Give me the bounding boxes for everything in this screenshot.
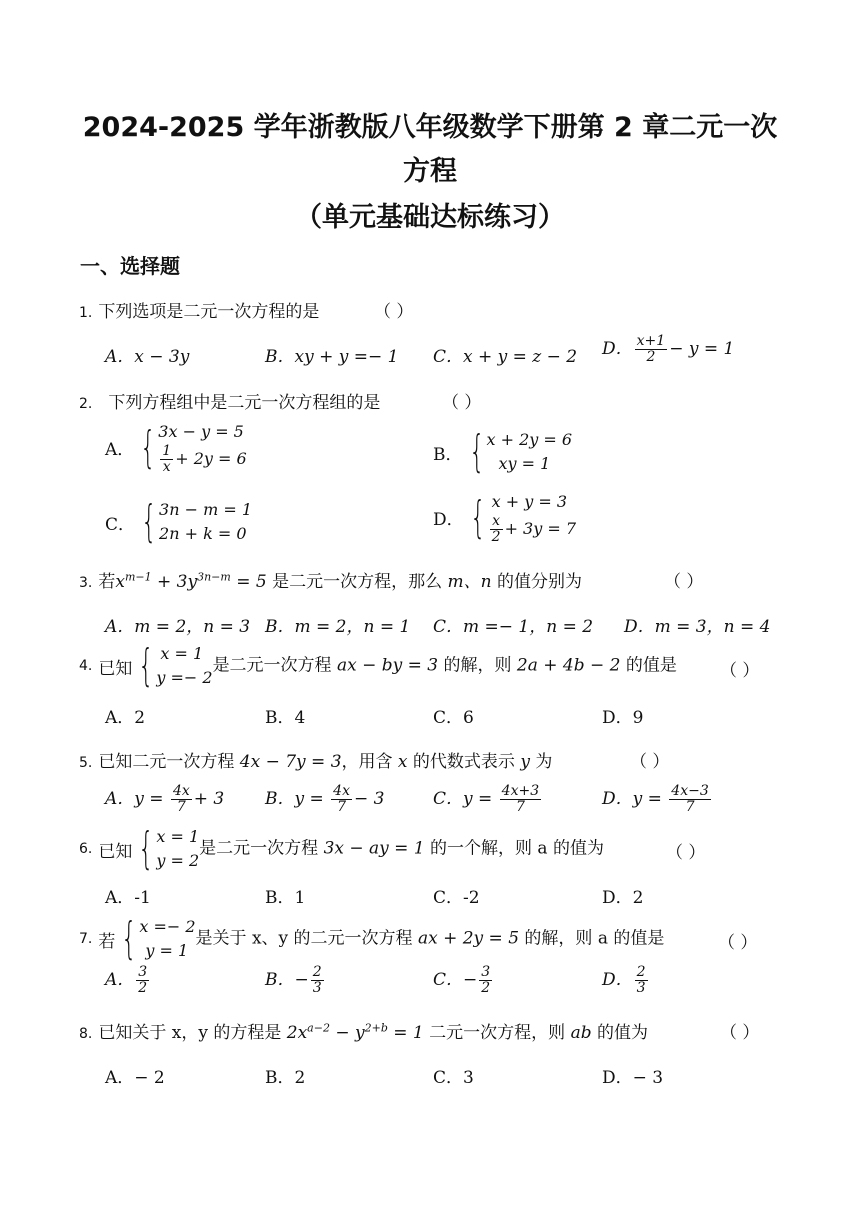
option-a: A． $\frac{3}{2}$ xyxy=(105,964,148,996)
option-d: D．y = $\frac{4x-3}{7}$ xyxy=(602,783,709,815)
brace-icon: { xyxy=(121,913,138,964)
option-c: C． { 3n − m = 1 2n + k = 0 xyxy=(105,496,253,547)
brace-icon: { xyxy=(141,496,157,547)
brace-icon: { xyxy=(140,421,156,473)
brace-icon: { xyxy=(469,491,486,543)
question-4: 4. 已知 { x = 1 y =− 2 是二元一次方程 ax − by = 3 的解，则 2a + 4b − 2 的值是 xyxy=(79,640,677,691)
option-b: B． { x + 2y = 6 xy = 1 xyxy=(433,426,573,477)
option-b: B．− $\frac{2}{3}$ xyxy=(265,964,322,996)
question-6: 6. 已知 { x = 1 y = 2 是二元一次方程 3x − ay = 1 的一个解，则 a 的值为 xyxy=(79,823,604,874)
option-a: A．y = $\frac{4x}{7}$ + 3 xyxy=(105,783,225,815)
option-b: B．1 xyxy=(265,888,306,908)
option-a: A．− 2 xyxy=(105,1068,165,1088)
option-d xyxy=(602,334,734,365)
option-label: D． xyxy=(602,339,633,359)
option-c: C．− $\frac{3}{2}$ xyxy=(433,964,491,996)
question-number: 1. xyxy=(79,305,93,321)
option-a: A．m = 2，n = 3 xyxy=(105,617,251,637)
question-number: 3. xyxy=(79,575,93,591)
answer-paren: （ ） xyxy=(630,752,670,772)
option-a: A．-1 xyxy=(105,888,151,908)
question-stem: 下列方程组中是二元一次方程组的是 xyxy=(108,393,381,413)
option-d: D． { x + y = 3 $\frac{x}{2}$ + 3y = 7 xyxy=(433,491,577,545)
fraction: $\frac{1}{x}$ xyxy=(162,443,172,475)
option-a: A．x − 3y xyxy=(105,347,190,367)
option-d: D．− 3 xyxy=(602,1068,664,1088)
option-c: C．-2 xyxy=(433,888,480,908)
answer-paren: （ ） xyxy=(720,661,760,681)
answer-paren: （ ） xyxy=(720,1023,760,1043)
option-label: A． xyxy=(105,440,135,460)
question-7: 7. 若 { x =− 2 y = 1 是关于 x、y 的二元一次方程 ax + 2y = 5 的解，则 a 的值是 xyxy=(79,913,665,964)
question-5: 5. 已知二元一次方程 4x − 7y = 3，用含 x 的代数式表示 y 为 xyxy=(79,752,553,772)
fraction: $\frac{3}{2}$ xyxy=(481,964,491,996)
question-number: 4. xyxy=(79,658,93,674)
option-label: D． xyxy=(433,510,464,530)
doc-subtitle: （单元基础达标练习） xyxy=(295,202,565,233)
option-b: B．2 xyxy=(265,1068,306,1088)
brace-icon: { xyxy=(468,426,485,477)
question-number: 5. xyxy=(79,755,93,771)
fraction: $\frac{x}{2}$ xyxy=(491,513,501,545)
section-heading: 一、选择题 xyxy=(80,254,180,278)
question-1 xyxy=(79,297,319,322)
fraction: $\frac{4x-3}{7}$ xyxy=(671,783,709,815)
question-number: 7. xyxy=(79,931,93,947)
option-c: C．y = $\frac{4x+3}{7}$ xyxy=(433,783,540,815)
answer-paren: （ ） xyxy=(442,393,482,413)
question-2 xyxy=(79,388,380,413)
option-d: D．9 xyxy=(602,708,644,728)
option-b: B．4 xyxy=(265,708,306,728)
option-label: B． xyxy=(433,444,463,465)
answer-paren: （ ） xyxy=(718,933,758,953)
answer-paren: （ ） xyxy=(374,302,414,322)
option-b: B．xy + y =− 1 xyxy=(265,347,399,367)
fraction: $\frac{2}{3}$ xyxy=(636,964,646,996)
fraction: $\frac{4x}{7}$ xyxy=(172,783,190,815)
fraction: $\frac{2}{3}$ xyxy=(312,964,322,996)
option-d: D．2 xyxy=(602,888,644,908)
option-b: B．m = 2，n = 1 xyxy=(265,617,411,637)
option-label: C． xyxy=(105,514,136,535)
answer-paren: （ ） xyxy=(664,572,704,592)
option-a: A．2 xyxy=(105,708,146,728)
fraction: $\frac{4x}{7}$ xyxy=(333,783,350,815)
option-d: D．m = 3，n = 4 xyxy=(624,617,771,637)
answer-paren: （ ） xyxy=(666,843,706,863)
option-c: C．3 xyxy=(433,1068,474,1088)
option-d: D． $\frac{2}{3}$ xyxy=(602,964,646,996)
option-c: C．x + y = z − 2 xyxy=(433,347,578,367)
option-c: C．6 xyxy=(433,708,474,728)
question-stem: 下列选项是二元一次方程的是 xyxy=(98,302,320,322)
doc-title-line1: 2024-2025 学年浙教版八年级数学下册第 2 章二元一次 xyxy=(82,112,778,143)
question-number: 6. xyxy=(79,841,93,857)
fraction: $\frac{3}{2}$ xyxy=(138,964,148,996)
option-rest: − y = 1 xyxy=(669,339,735,359)
option-b: B．y = $\frac{4x}{7}$ − 3 xyxy=(265,783,385,815)
option-c: C．m =− 1，n = 2 xyxy=(433,617,594,637)
question-8: 8. 已知关于 x，y 的方程是 $2x^{a-2} - y^{2+b} = 1$ 二元一次方程，则 ab 的值为 xyxy=(79,1021,648,1043)
question-number: 2. xyxy=(79,396,93,412)
option-a: A． { 3x − y = 5 $\frac{1}{x}$ + 2y = 6 xyxy=(105,421,247,475)
fraction: $\frac{x+1}{2}$ xyxy=(636,333,666,365)
question-3: 3. 若$x^{m-1} + 3y^{3n-m} = 5$ 是二元一次方程，那么 m、n 的值分别为 xyxy=(79,570,582,592)
brace-icon: { xyxy=(138,640,155,691)
brace-icon: { xyxy=(138,823,155,874)
doc-title-line2: 方程 xyxy=(403,156,457,187)
fraction: $\frac{4x+3}{7}$ xyxy=(501,783,540,815)
question-number: 8. xyxy=(79,1026,93,1042)
